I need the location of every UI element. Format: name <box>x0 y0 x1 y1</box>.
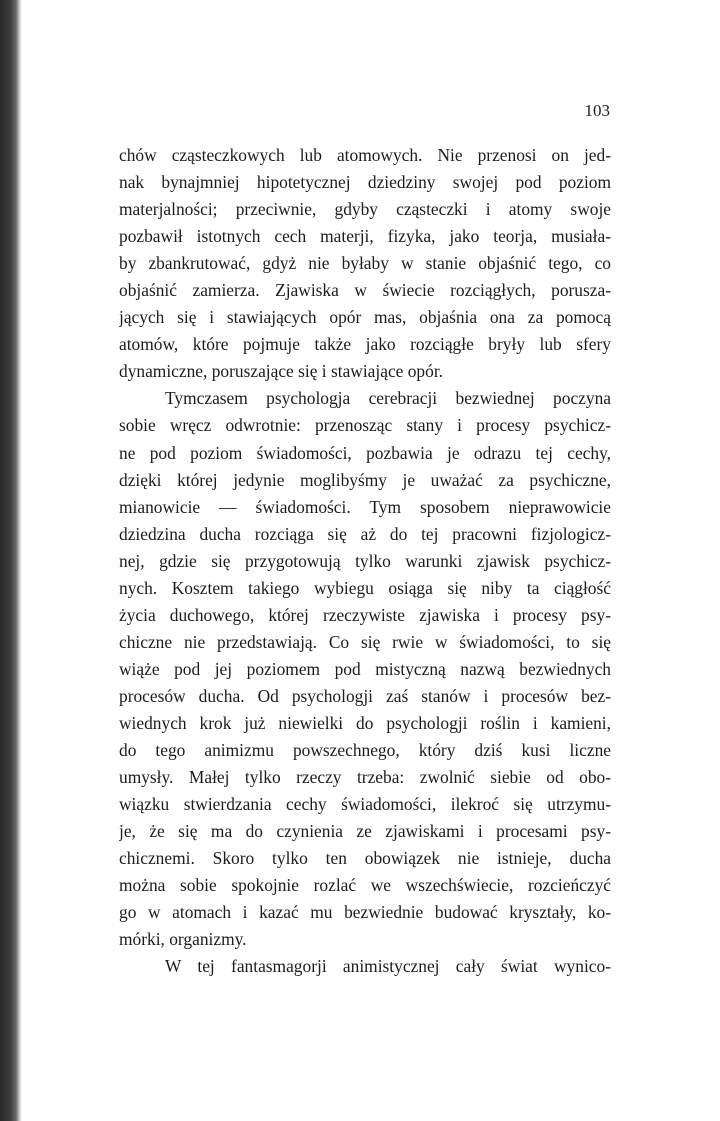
text-line: sobie wręcz odwrotnie: przenosząc stany i procesy psychicz- <box>119 415 611 436</box>
text-line: nak bynajmniej hipotetycznej dziedziny swojej pod poziom <box>119 172 611 193</box>
text-line: wiąże pod jej poziomem pod mistyczną nazwą bezwiednych <box>119 658 611 679</box>
text-line: dzięki której jedynie moglibyśmy je uważać za psychiczne, <box>119 469 611 490</box>
text-line: chiczne nie przedstawiają. Co się rwie w świadomości, to się <box>119 631 611 652</box>
body-text <box>119 142 611 980</box>
page-number: 103 <box>584 101 610 120</box>
text-line: można sobie spokojnie rozlać we wszechświecie, rozcieńczyć <box>119 875 611 896</box>
text-line: chicznemi. Skoro tylko ten obowiązek nie istnieje, ducha <box>119 848 611 869</box>
text-line: dziedzina ducha rozciąga się aż do tej pracowni fizjologicz- <box>119 523 611 544</box>
text-line: procesów ducha. Od psychologji zaś stanów i procesów bez- <box>119 685 611 706</box>
text-line: je, że się ma do czynienia ze zjawiskami i procesami psy- <box>119 821 611 842</box>
text-line: by zbankrutować, gdyż nie byłaby w stanie objaśnić tego, co <box>119 253 611 274</box>
text-line: mórki, organizmy. <box>119 929 247 950</box>
text-line: dynamiczne, poruszające się i stawiające opór. <box>119 361 444 382</box>
text-line: jących się i stawiających opór mas, objaśnia ona za pomocą <box>119 307 611 328</box>
text-line: W tej fantasmagorji animistycznej cały świat wynico- <box>165 956 611 977</box>
text-line: życia duchowego, której rzeczywiste zjawiska i procesy psy- <box>119 604 611 625</box>
text-line: ne pod poziom świadomości, pozbawia je odrazu tej cechy, <box>119 442 611 463</box>
text-line: Tymczasem psychologja cerebracji bezwiednej poczyna <box>165 388 611 409</box>
text-line: nej, gdzie się przygotowują tylko warunki zjawisk psychicz- <box>119 550 611 571</box>
text-line: nych. Kosztem takiego wybiegu osiąga się niby ta ciągłość <box>119 577 611 598</box>
text-line: umysły. Małej tylko rzeczy trzeba: zwolnić siebie od obo- <box>119 767 611 788</box>
text-line: chów cząsteczkowych lub atomowych. Nie przenosi on jed- <box>119 145 611 165</box>
text-line: mianowicie — świadomości. Tym sposobem nieprawowicie <box>119 496 611 517</box>
text-line: wiednych krok już niewielki do psychologji roślin i kamieni, <box>119 712 611 733</box>
text-line: atomów, które pojmuje także jako rozciągłe bryły lub sfery <box>119 334 611 355</box>
text-line: objaśnić zamierza. Zjawiska w świecie rozciągłych, porusza- <box>119 280 611 301</box>
text-line: materjalności; przeciwnie, gdyby cząsteczki i atomy swoje <box>119 199 611 220</box>
text-line: do tego animizmu powszechnego, który dziś kusi liczne <box>119 740 611 761</box>
binding-edge-shadow <box>0 0 22 1121</box>
text-line: pozbawił istotnych cech materji, fizyka, jako teorja, musiała- <box>119 226 611 247</box>
text-line: wiązku stwierdzania cechy świadomości, ilekroć się utrzymu- <box>119 794 611 815</box>
text-line: go w atomach i kazać mu bezwiednie budować kryształy, ko- <box>119 902 611 923</box>
